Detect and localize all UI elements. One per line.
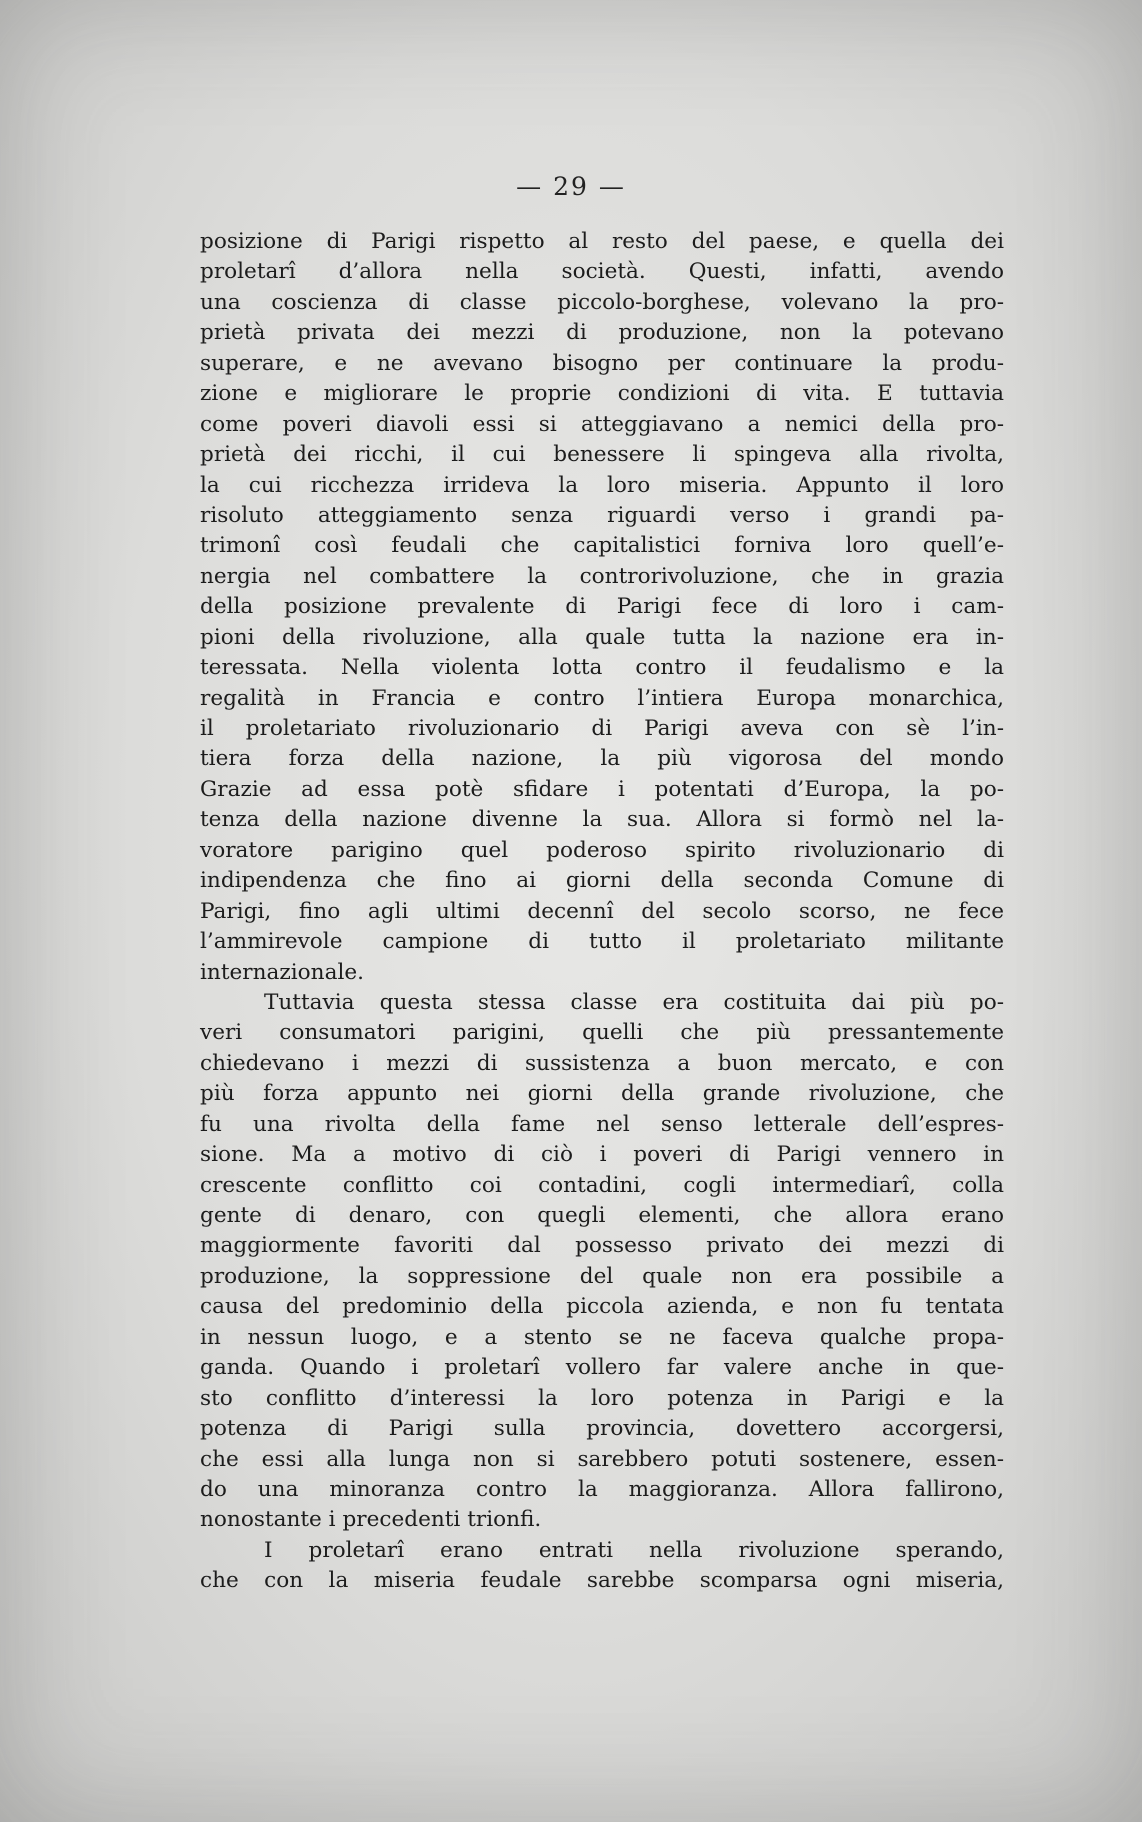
text-line: teressata. Nella violenta lotta contro il feudalismo e la — [200, 655, 1004, 681]
text-line: il proletariato rivoluzionario di Parigi aveva con sè l’in- — [200, 716, 1004, 741]
text-line: prietà dei ricchi, il cui benessere li spingeva alla rivolta, — [200, 442, 1004, 468]
text-line: più forza appunto nei giorni della grande rivoluzione, che — [200, 1081, 1004, 1107]
text-line: in nessun luogo, e a stento se ne faceva qualche propa- — [200, 1324, 1004, 1350]
text-line: risoluto atteggiamento senza riguardi verso i grandi pa- — [200, 502, 1004, 528]
text-line: Grazie ad essa potè sfidare i potentati d’Europa, la po- — [200, 776, 1004, 802]
text-line: che con la miseria feudale sarebbe scomparsa ogni miseria, — [200, 1568, 1004, 1594]
text-line: prietà privata dei mezzi di produzione, non la potevano — [200, 320, 1004, 346]
text-line: maggiormente favoriti dal possesso privato dei mezzi di — [200, 1233, 1004, 1259]
text-line: gente di denaro, con quegli elementi, che allora erano — [200, 1203, 1004, 1228]
text-line: nergia nel combattere la controrivoluzione, che in grazia — [200, 563, 1004, 589]
text-line: della posizione prevalente di Parigi fece di loro i cam- — [200, 594, 1004, 620]
text-line: superare, e ne avevano bisogno per continuare la produ- — [200, 350, 1004, 376]
text-line: indipendenza che fino ai giorni della seconda Comune di — [200, 868, 1004, 894]
text-line: l’ammirevole campione di tutto il proletariato militante — [200, 929, 1004, 955]
text-line: ganda. Quando i proletarî vollero far valere anche in que- — [200, 1355, 1004, 1381]
text-line: pioni della rivoluzione, alla quale tutta la nazione era in- — [200, 624, 1004, 650]
text-line: fu una rivolta della fame nel senso letterale dell’espres- — [200, 1111, 1004, 1137]
text-line: tiera forza della nazione, la più vigorosa del mondo — [200, 746, 1004, 772]
text-line: produzione, la soppressione del quale non era possibile a — [200, 1263, 1004, 1289]
text-line: voratore parigino quel poderoso spirito rivoluzionario di — [200, 837, 1004, 863]
text-line: do una minoranza contro la maggioranza. Allora fallirono, — [200, 1476, 1004, 1502]
text-line: chiedevano i mezzi di sussistenza a buon mercato, e con — [200, 1050, 1004, 1076]
text-line: sto conflitto d’interessi la loro potenza in Parigi e la — [200, 1385, 1004, 1411]
page-number: — 29 — — [516, 172, 626, 201]
text-line: sione. Ma a motivo di ciò i poveri di Parigi vennero in — [200, 1142, 1004, 1168]
text-line: zione e migliorare le proprie condizioni di vita. E tuttavia — [200, 381, 1004, 407]
text-line: una coscienza di classe piccolo-borghese, volevano la pro- — [200, 289, 1004, 315]
text-line: trimonî così feudali che capitalistici forniva loro quell’e- — [200, 533, 1004, 559]
text-line: proletarî d’allora nella società. Questi, infatti, avendo — [200, 259, 1004, 285]
text-line: tenza della nazione divenne la sua. Allora si formò nel la- — [200, 807, 1004, 833]
text-line: Tuttavia questa stessa classe era costituita dai più po- — [264, 989, 1004, 1015]
text-line: I proletarî erano entrati nella rivoluzione sperando, — [264, 1537, 1004, 1563]
text-line: come poveri diavoli essi si atteggiavano a nemici della pro- — [200, 411, 1004, 437]
text-line: crescente conflitto coi contadini, cogli intermediarî, colla — [200, 1172, 1004, 1198]
text-line: potenza di Parigi sulla provincia, dovettero accorgersi, — [200, 1416, 1004, 1442]
text-line: la cui ricchezza irrideva la loro miseria. Appunto il loro — [200, 472, 1004, 498]
text-line: che essi alla lunga non si sarebbero potuti sostenere, essen- — [200, 1446, 1004, 1472]
text-line: internazionale. — [200, 959, 364, 985]
text-line: veri consumatori parigini, quelli che più pressantemente — [200, 1020, 1004, 1046]
text-line: causa del predominio della piccola azienda, e non fu tentata — [200, 1294, 1004, 1320]
body-text — [200, 227, 1004, 1597]
text-line: nonostante i precedenti trionfi. — [200, 1507, 542, 1533]
text-line: Parigi, fino agli ultimi decennî del secolo scorso, ne fece — [200, 898, 1004, 924]
text-line: regalità in Francia e contro l’intiera Europa monarchica, — [200, 685, 1004, 711]
text-line: posizione di Parigi rispetto al resto del paese, e quella dei — [200, 229, 1004, 254]
